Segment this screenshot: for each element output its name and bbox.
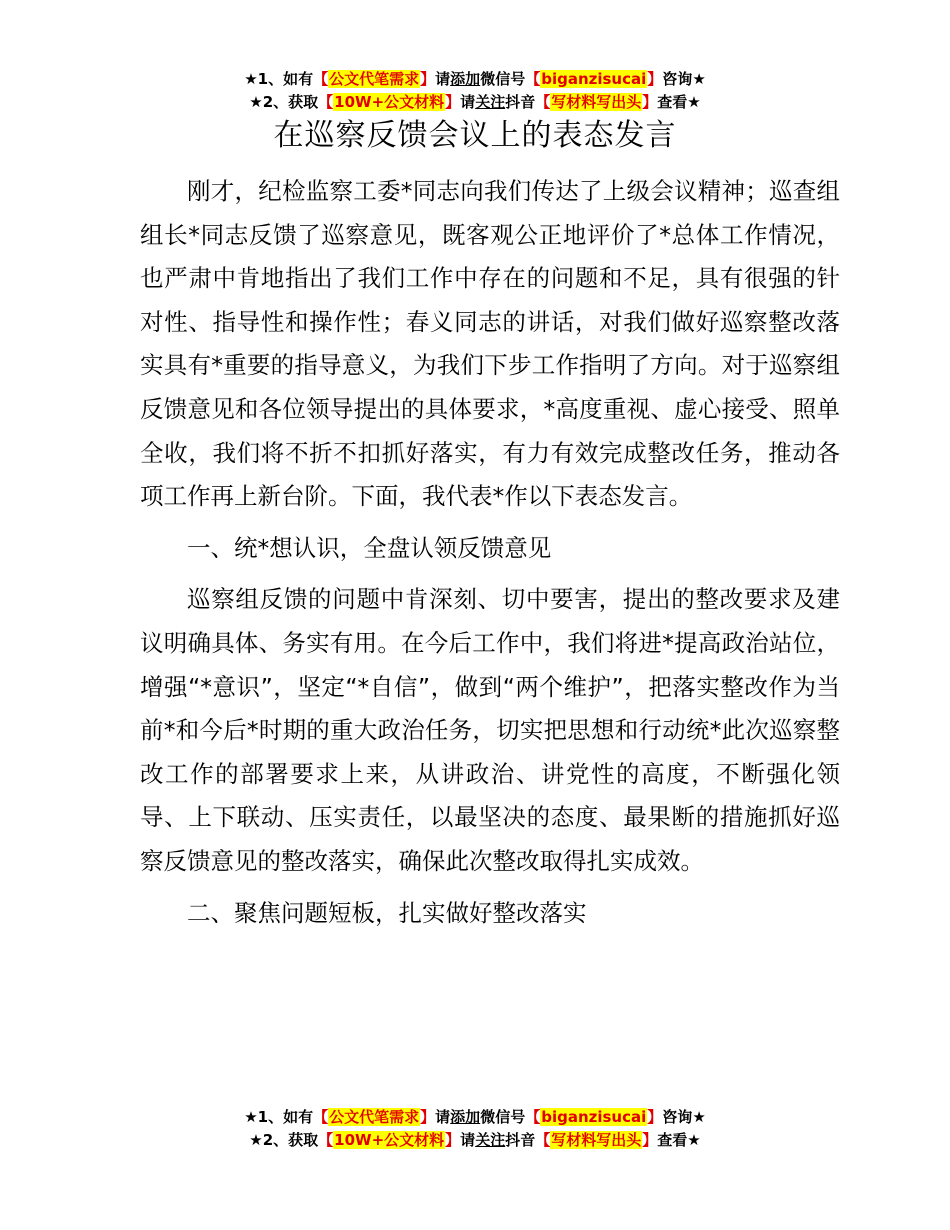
star-icon: ★ <box>244 1108 258 1126</box>
promo-line-2 <box>0 1129 950 1152</box>
bracket: 【 <box>313 70 329 88</box>
promo-text: 微信号 <box>480 1108 526 1126</box>
paragraph-section-1: 巡察组反馈的问题中肯深刻、切中要害，提出的整改要求及建议明确具体、务实有用。在今后工作中，我们将进*提高政治站位，增强“*意识”，坚定“*自信”，做到“两个维护”，把落实整改作为当前*和今后*时期的重大政治任务，切实把思想和行动统*此次巡察整改工作的部署要求上来，从讲政治、讲党性的高度，不断强化领导、上下联动、压实责任，以最坚决的态度、最果断的措施抓好巡察反馈意见的整改落实，确保此次整改取得扎实成效。 <box>140 585 840 875</box>
promo-highlight-materials: 10W+公文材料 <box>334 1131 445 1149</box>
bracket: 【 <box>318 93 334 111</box>
bracket: 【 <box>535 93 551 111</box>
promo-underlined-text: 添加 <box>450 70 481 88</box>
promo-text: 2、获取 <box>262 1131 319 1149</box>
bracket: 】 <box>420 1108 436 1126</box>
promo-line-1 <box>0 1106 950 1129</box>
promo-text: 抖音 <box>505 1131 536 1149</box>
star-icon: ★ <box>244 70 258 88</box>
bracket: 【 <box>318 1131 334 1149</box>
promo-text: 2、获取 <box>262 93 319 111</box>
promo-text: 查看 <box>657 1131 688 1149</box>
promo-highlight-douyin: 写材料写出头 <box>551 1131 642 1149</box>
promo-text: 请 <box>460 93 476 111</box>
promo-highlight-douyin: 写材料写出头 <box>551 93 642 111</box>
section-heading-2: 二、聚焦问题短板，扎实做好整改落实 <box>187 898 587 927</box>
promo-highlight-wechat-id: biganzisucai <box>541 70 647 88</box>
promo-text: 咨询 <box>662 70 693 88</box>
bracket: 】 <box>445 93 461 111</box>
star-icon: ★ <box>687 1131 701 1149</box>
promo-text: 1、如有 <box>257 70 314 88</box>
promo-text: 抖音 <box>505 93 536 111</box>
promo-text: 请 <box>435 70 451 88</box>
bracket: 】 <box>642 1131 658 1149</box>
document-body <box>140 170 840 935</box>
footer-promo-banner <box>0 1106 950 1152</box>
promo-text: 微信号 <box>480 70 526 88</box>
promo-underlined-text: 关注 <box>475 93 506 111</box>
bracket: 】 <box>420 70 436 88</box>
header-promo-banner <box>0 68 950 114</box>
promo-text: 咨询 <box>662 1108 693 1126</box>
promo-highlight-materials: 10W+公文材料 <box>334 93 445 111</box>
promo-highlight-wechat-id: biganzisucai <box>541 1108 647 1126</box>
star-icon: ★ <box>692 1108 706 1126</box>
star-icon: ★ <box>687 93 701 111</box>
bracket: 【 <box>525 70 541 88</box>
bracket: 【 <box>525 1108 541 1126</box>
bracket: 【 <box>313 1108 329 1126</box>
star-icon: ★ <box>692 70 706 88</box>
paragraph-intro: 刚才，纪检监察工委*同志向我们传达了上级会议精神；巡查组组长*同志反馈了巡察意见，既客观公正地评价了*总体工作情况，也严肃中肯地指出了我们工作中存在的问题和不足，具有很强的针对性、指导性和操作性；春义同志的讲话，对我们做好巡察整改落实具有*重要的指导意义，为我们下步工作指明了方向。对于巡察组反馈意见和各位领导提出的具体要求，*高度重视、虚心接受、照单全收，我们将不折不扣抓好落实，有力有效完成整改任务，推动各项工作再上新台阶。下面，我代表*作以下表态发言。 <box>140 177 840 511</box>
bracket: 【 <box>535 1131 551 1149</box>
bracket: 】 <box>445 1131 461 1149</box>
document-title: 在巡察反馈会议上的表态发言 <box>273 118 677 153</box>
promo-text: 查看 <box>657 93 688 111</box>
promo-line-1 <box>0 68 950 91</box>
promo-underlined-text: 添加 <box>450 1108 481 1126</box>
bracket: 】 <box>642 93 658 111</box>
bracket: 】 <box>647 70 663 88</box>
bracket: 】 <box>647 1108 663 1126</box>
promo-highlight-service: 公文代笔需求 <box>329 1108 420 1126</box>
section-heading-1: 一、统*想认识，全盘认领反馈意见 <box>187 533 552 562</box>
promo-highlight-service: 公文代笔需求 <box>329 70 420 88</box>
promo-line-2 <box>0 91 950 114</box>
promo-text: 1、如有 <box>257 1108 314 1126</box>
promo-underlined-text: 关注 <box>475 1131 506 1149</box>
star-icon: ★ <box>249 93 263 111</box>
star-icon: ★ <box>249 1131 263 1149</box>
promo-text: 请 <box>435 1108 451 1126</box>
promo-text: 请 <box>460 1131 476 1149</box>
